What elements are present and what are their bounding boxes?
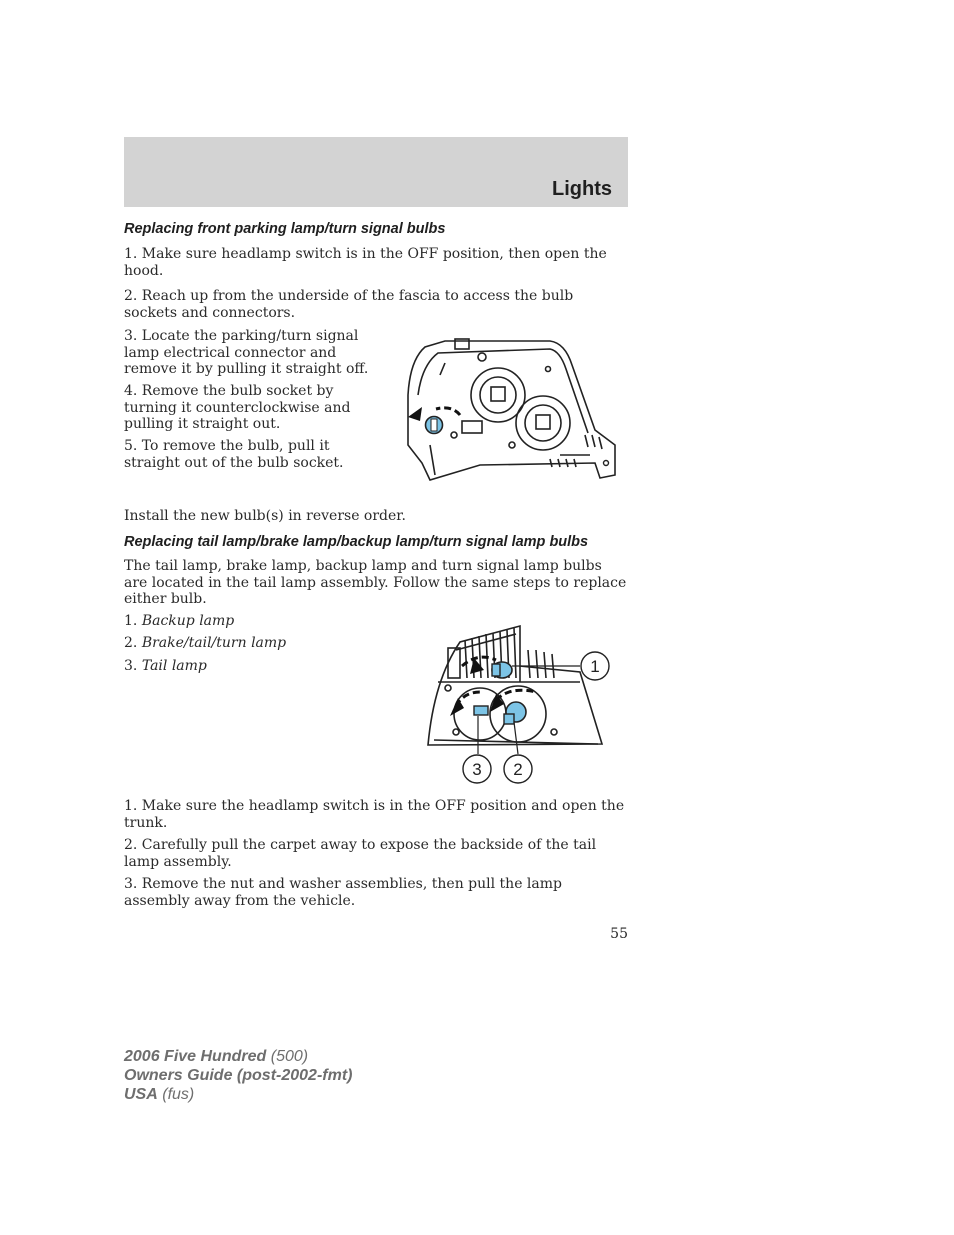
- callout-3: [463, 755, 491, 783]
- install-note: Install the new bulb(s) in reverse order.: [124, 508, 406, 524]
- tail-lamp-diagram: [420, 620, 620, 790]
- legend-item-label: Backup lamp: [141, 613, 235, 629]
- step-text: 4. Remove the bulb socket by turning it counterclockwise and pulling it straight out.: [124, 383, 351, 432]
- svg-text:1: 1: [590, 657, 600, 676]
- intro-text: The tail lamp, brake lamp, backup lamp and turn signal lamp bulbs are located in the tail lamp assembly. Follow the same steps to replace either bulb.: [124, 558, 627, 607]
- section-header-band: [124, 137, 628, 207]
- legend-item-number: 2.: [124, 635, 138, 651]
- legend-item-label: Tail lamp: [141, 658, 207, 674]
- svg-text:2: 2: [513, 760, 523, 779]
- step-text: 3. Remove the nut and washer assemblies, then pull the lamp assembly away from the vehicle.: [124, 876, 562, 909]
- counterclockwise-arrow: [408, 407, 422, 421]
- section-title: Lights: [552, 178, 612, 200]
- tail-lamp-bulb: [474, 706, 488, 715]
- legend-item-number: 3.: [124, 658, 138, 674]
- footer-line: 2006 Five Hundred (500): [124, 1048, 309, 1065]
- document-footer: [124, 1047, 352, 1104]
- step-text: 1. Make sure the headlamp switch is in the OFF position and open the trunk.: [124, 798, 625, 831]
- legend-item-label: Brake/tail/turn lamp: [141, 635, 287, 651]
- step-text: 5. To remove the bulb, pull it straight out of the bulb socket.: [124, 438, 344, 471]
- callout-1: [581, 652, 609, 680]
- page-number: 55: [610, 926, 628, 942]
- step-text: 3. Locate the parking/turn signal lamp electrical connector and remove it by pulling it straight off.: [124, 328, 369, 377]
- legend-item-number: 1.: [124, 613, 138, 629]
- section-heading-front-parking: Replacing front parking lamp/turn signal bulbs: [124, 221, 446, 237]
- step-text: 2. Carefully pull the carpet away to expose the backside of the tail lamp assembly.: [124, 837, 597, 870]
- callout-2: [504, 755, 532, 783]
- footer-line: Owners Guide (post-2002-fmt): [124, 1067, 353, 1084]
- section-heading-tail-lamp: Replacing tail lamp/brake lamp/backup lamp/turn signal lamp bulbs: [124, 534, 589, 550]
- step-text: 2. Reach up from the underside of the fascia to access the bulb sockets and connectors.: [124, 288, 574, 321]
- svg-text:3: 3: [472, 760, 482, 779]
- step-text: 1. Make sure headlamp switch is in the OFF position, then open the hood.: [124, 246, 607, 279]
- footer-line: USA (fus): [124, 1086, 195, 1103]
- front-lamp-diagram: [400, 335, 620, 485]
